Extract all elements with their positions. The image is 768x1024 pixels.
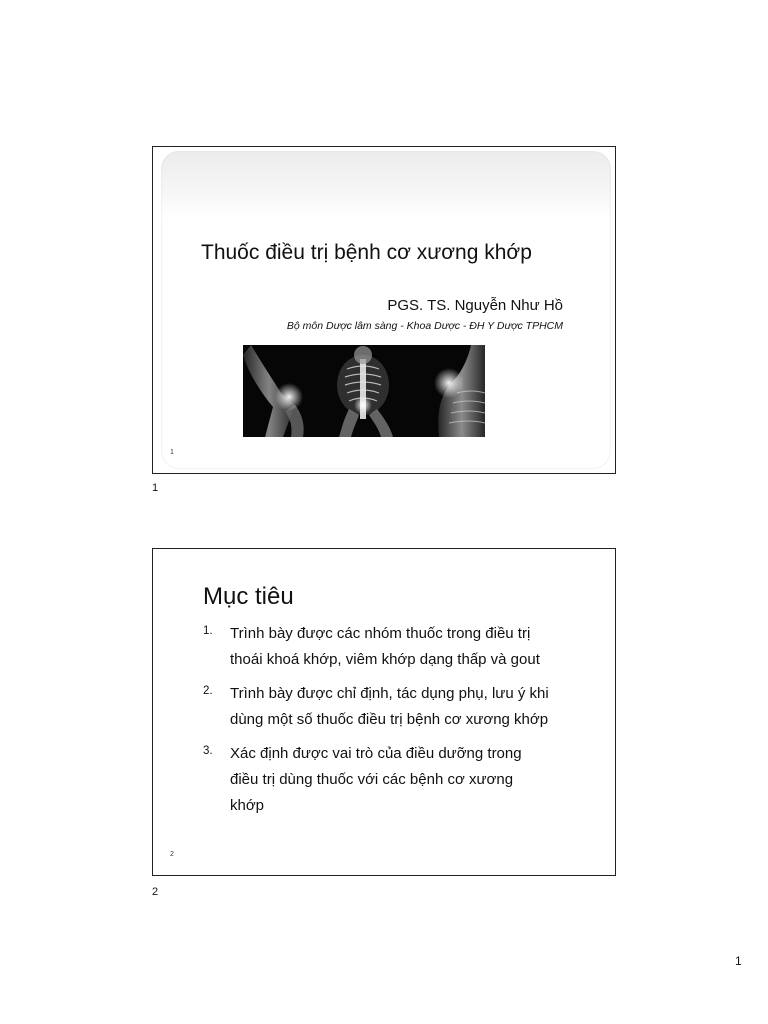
list-item <box>203 741 603 819</box>
list-item <box>203 681 603 733</box>
list-item-number: 1. <box>203 625 213 637</box>
list-item <box>203 621 603 673</box>
slide-1-author: PGS. TS. Nguyễn Như Hồ <box>387 297 563 314</box>
slide-2-title: Mục tiêu <box>203 583 294 610</box>
slide-1 <box>152 146 616 474</box>
slide-2 <box>152 548 616 876</box>
handout-number-2: 2 <box>152 886 159 898</box>
skeleton-xray-image <box>243 345 485 437</box>
list-item-text: Trình bày được các nhóm thuốc trong điều trị thoái khoá khớp, viêm khớp dạng thấp và gout <box>230 625 540 668</box>
slide-1-title: Thuốc điều trị bệnh cơ xương khớp <box>201 241 532 264</box>
slide-1-affiliation: Bộ môn Dược lâm sàng - Khoa Dược - ĐH Y Dược TPHCM <box>286 320 563 332</box>
slide-1-number: 1 <box>170 449 174 456</box>
slide-2-number: 2 <box>170 851 174 858</box>
skeleton-xray-icon <box>243 345 485 437</box>
list-item-text: Xác định được vai trò của điều dưỡng trong điều trị dùng thuốc với các bệnh cơ xương khớp <box>230 745 522 814</box>
list-item-text: Trình bày được chỉ định, tác dụng phụ, lưu ý khi dùng một số thuốc điều trị bệnh cơ xương khớp <box>230 685 549 728</box>
page-number: 1 <box>735 954 742 968</box>
list-item-number: 3. <box>203 745 213 757</box>
list-item-number: 2. <box>203 685 213 697</box>
objectives-list <box>203 621 603 827</box>
handout-number-1: 1 <box>152 482 159 494</box>
